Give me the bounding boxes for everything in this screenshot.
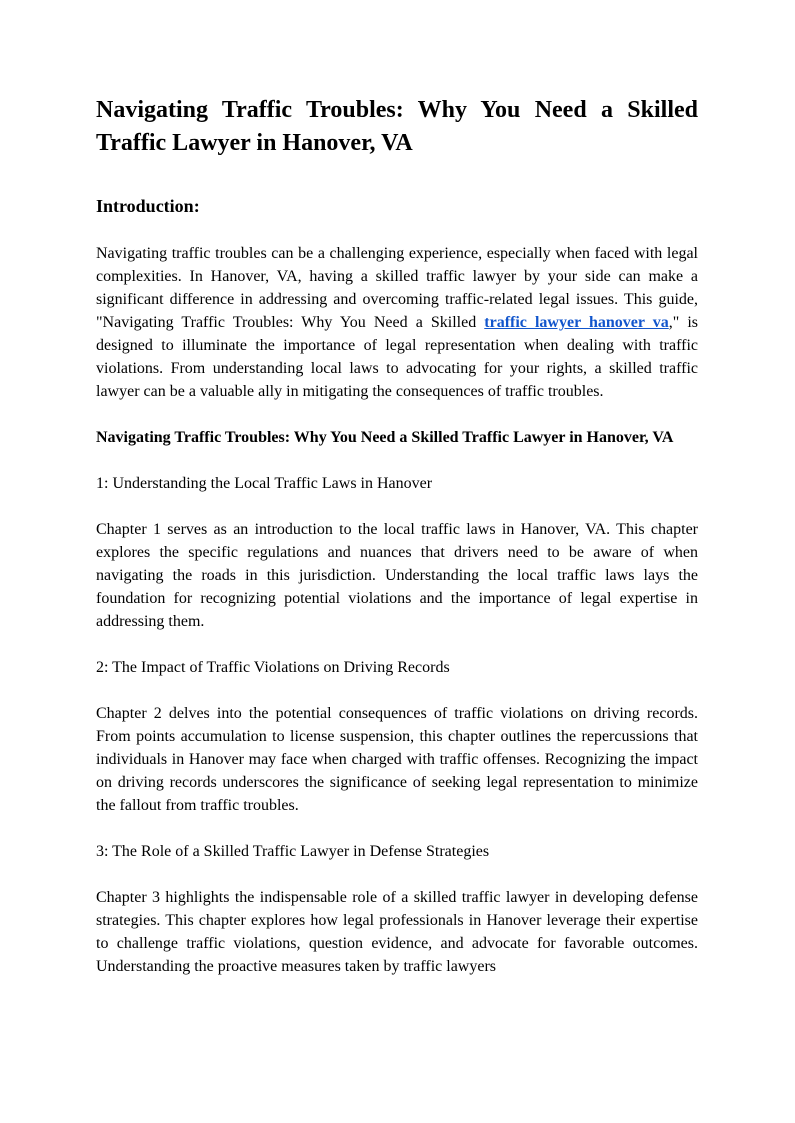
chapter-3-heading: 3: The Role of a Skilled Traffic Lawyer in Defense Strategies: [96, 843, 490, 860]
document-page: [96, 94, 698, 978]
intro-text-after-link: ," is designed to illuminate the importance of legal representation when dealing with traffic violations. From understanding local laws to advocating for your rights, a skilled traffic lawyer can be a valuable ally in mitigating the consequences of traffic troubles.: [96, 314, 699, 400]
chapter-3-body: Chapter 3 highlights the indispensable role of a skilled traffic lawyer in developing defense strategies. This chapter explores how legal professionals in Hanover leverage their expertise to challenge traffic violations, question evidence, and advocate for favorable outcomes. Understanding the proactive measures taken by traffic lawyers: [96, 889, 698, 975]
introduction-paragraph: [96, 242, 698, 403]
introduction-heading: Introduction:: [96, 196, 200, 216]
document-title: Navigating Traffic Troubles: Why You Need a Skilled Traffic Lawyer in Hanover, VA: [96, 97, 698, 156]
chapter-2-body: Chapter 2 delves into the potential consequences of traffic violations on driving records. From points accumulation to license suspension, this chapter outlines the repercussions that individuals in Hanover may face when charged with traffic offenses. Recognizing the impact on driving records underscores the significance of seeking legal representation to minimize the fallout from traffic troubles.: [96, 705, 698, 814]
chapter-2-heading: 2: The Impact of Traffic Violations on Driving Records: [96, 659, 450, 676]
chapter-1-body: Chapter 1 serves as an introduction to the local traffic laws in Hanover, VA. This chapter explores the specific regulations and nuances that drivers need to be aware of when navigating the roads in this jurisdiction. Understanding the local traffic laws lays the foundation for recognizing potential violations and the importance of legal expertise in addressing them.: [96, 521, 698, 630]
intro-text-before-link: Navigating traffic troubles can be a challenging experience, especially when faced with legal complexities. In Hanover, VA, having a skilled traffic lawyer by your side can make a significant difference in addressing and overcoming traffic-related legal issues. This guide, "Navigating Traffic Troubles: Why You Need a Skilled: [96, 245, 698, 331]
guide-subheading: Navigating Traffic Troubles: Why You Need a Skilled Traffic Lawyer in Hanover, VA: [96, 429, 674, 446]
traffic-lawyer-link[interactable]: traffic lawyer hanover va: [484, 314, 669, 331]
chapter-1-heading: 1: Understanding the Local Traffic Laws in Hanover: [96, 475, 433, 492]
